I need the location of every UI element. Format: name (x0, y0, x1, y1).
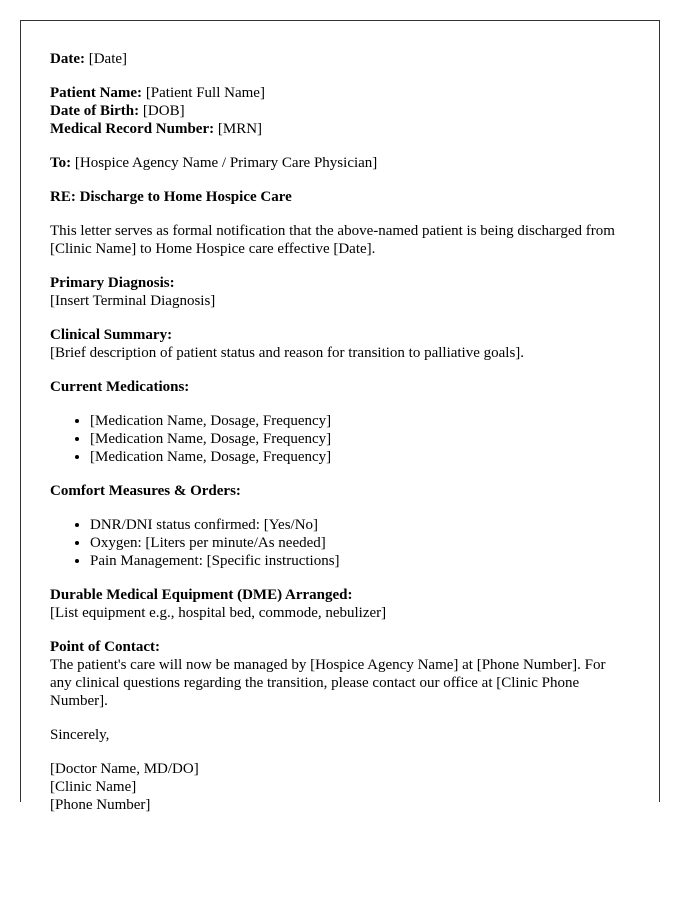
contact-heading: Point of Contact: (50, 639, 160, 655)
contact-section (50, 638, 630, 710)
date-value: [Date] (88, 51, 128, 67)
patient-name-value: [Patient Full Name] (145, 85, 265, 101)
comfort-list (50, 516, 630, 570)
re-heading: RE: Discharge to Home Hospice Care (50, 189, 292, 205)
comfort-item: • DNR/DNI status confirmed: [Yes/No] (90, 516, 630, 534)
clinical-summary-value: [Brief description of patient status and reason for transition to palliative goals]. (50, 345, 525, 361)
patient-info (50, 84, 630, 138)
clinical-summary-section (50, 326, 630, 362)
to-value: [Hospice Agency Name / Primary Care Physician] (74, 155, 378, 171)
comfort-item: • Oxygen: [Liters per minute/As needed] (90, 534, 630, 552)
signature-block (50, 760, 630, 814)
comfort-heading: Comfort Measures & Orders: (50, 483, 241, 499)
contact-value: The patient's care will now be managed by [Hospice Agency Name] at [Phone Number]. For any clinical questions regarding the transition, please contact our office at [Clinic Phone Number]. (50, 657, 606, 709)
dob-value: [DOB] (142, 103, 185, 119)
dob-label: Date of Birth: (50, 103, 140, 119)
intro-paragraph: This letter serves as formal notification that the above-named patient is being discharged from [Clinic Name] to Home Hospice care effective [Date]. (50, 223, 615, 257)
patient-name-line (50, 84, 630, 102)
mrn-label: Medical Record Number: (50, 121, 215, 137)
letter-page (20, 20, 660, 813)
dob-line (50, 102, 630, 120)
primary-diagnosis-value: [Insert Terminal Diagnosis] (50, 293, 216, 309)
mrn-line (50, 120, 630, 138)
medications-heading-line (50, 378, 630, 396)
recipient-line (50, 154, 630, 172)
date-label: Date: (50, 51, 85, 67)
date-line (50, 50, 630, 68)
medication-item: • [Medication Name, Dosage, Frequency] (90, 412, 630, 430)
medication-item: • [Medication Name, Dosage, Frequency] (90, 430, 630, 448)
medication-item: • [Medication Name, Dosage, Frequency] (90, 448, 630, 466)
re-line (50, 188, 630, 206)
comfort-heading-line (50, 482, 630, 500)
letter-content (21, 21, 630, 814)
medications-list (50, 412, 630, 466)
dme-heading: Durable Medical Equipment (DME) Arranged: (50, 587, 353, 603)
comfort-item: • Pain Management: [Specific instructions] (90, 552, 630, 570)
mrn-value: [MRN] (217, 121, 263, 137)
signature-clinic: [Clinic Name] (50, 779, 137, 795)
primary-diagnosis-section (50, 274, 630, 310)
medications-heading: Current Medications: (50, 379, 190, 395)
signature-name: [Doctor Name, MD/DO] (50, 761, 199, 777)
primary-diagnosis-heading: Primary Diagnosis: (50, 275, 175, 291)
to-label: To: (50, 155, 72, 171)
closing-line: Sincerely, (50, 727, 110, 743)
dme-value: [List equipment e.g., hospital bed, commode, nebulizer] (50, 605, 387, 621)
clinical-summary-heading: Clinical Summary: (50, 327, 173, 343)
signature-phone: [Phone Number] (50, 797, 151, 813)
patient-name-label: Patient Name: (50, 85, 143, 101)
dme-section (50, 586, 630, 622)
